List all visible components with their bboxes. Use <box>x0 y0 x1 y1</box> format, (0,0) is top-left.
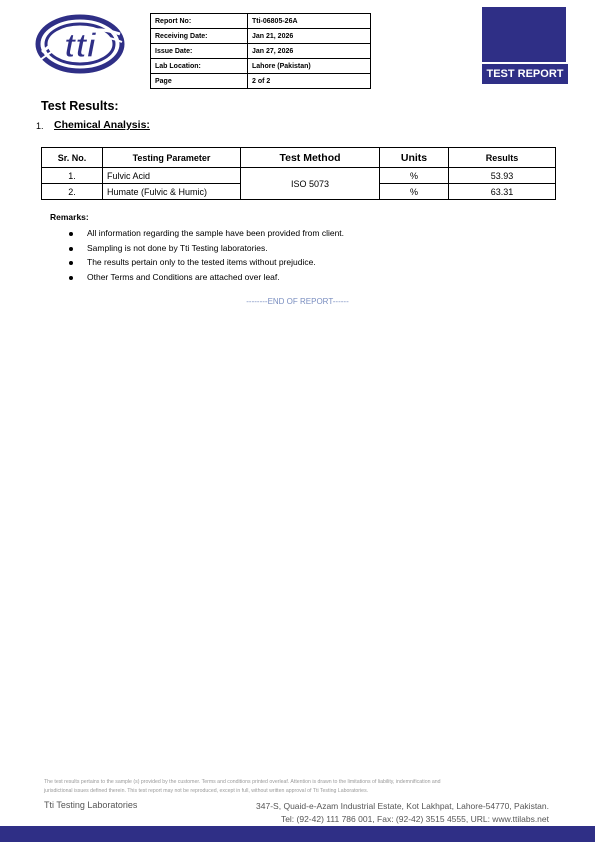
remarks-list <box>66 226 466 285</box>
footer-disclaimer <box>44 778 554 796</box>
info-row <box>151 29 371 44</box>
footer-organization: Tti Testing Laboratories <box>44 800 138 810</box>
method-cell: ISO 5073 <box>241 168 380 200</box>
remark-item: Other Terms and Conditions are attached over leaf. <box>66 270 466 285</box>
footer-bar <box>0 826 595 842</box>
report-no-value: Tti-06805-26A <box>248 14 371 29</box>
col-header-sr-no: Sr. No. <box>42 148 103 168</box>
info-row <box>151 14 371 29</box>
units-cell: % <box>380 168 449 184</box>
remark-item: Sampling is not done by Tti Testing laboratories. <box>66 241 466 256</box>
info-row <box>151 44 371 59</box>
table-row <box>42 168 556 184</box>
issue-date-value: Jan 27, 2026 <box>248 44 371 59</box>
test-report-badge: TEST REPORT <box>482 64 568 84</box>
remark-item: All information regarding the sample have been provided from client. <box>66 226 466 241</box>
page-label: Page <box>151 74 248 89</box>
col-header-parameter: Testing Parameter <box>103 148 241 168</box>
receiving-date-label: Receiving Date: <box>151 29 248 44</box>
results-heading: Test Results: <box>41 99 119 113</box>
footer-contact: Tel: (92-42) 111 786 001, Fax: (92-42) 3515 4555, URL: www.ttilabs.net <box>280 813 549 824</box>
units-cell: % <box>380 184 449 200</box>
report-no-label: Report No: <box>151 14 248 29</box>
results-table <box>41 147 556 200</box>
report-badge-block <box>482 7 566 62</box>
section-title: Chemical Analysis: <box>54 119 150 131</box>
issue-date-label: Issue Date: <box>151 44 248 59</box>
receiving-date-value: Jan 21, 2026 <box>248 29 371 44</box>
parameter-cell: Humate (Fulvic & Humic) <box>103 184 241 200</box>
sr-no-cell: 2. <box>42 184 103 200</box>
footer-address: 347-S, Quaid-e-Azam Industrial Estate, Kot Lakhpat, Lahore-54770, Pakistan. <box>256 801 549 811</box>
page-value: 2 of 2 <box>248 74 371 89</box>
result-cell: 53.93 <box>449 168 556 184</box>
info-row <box>151 74 371 89</box>
report-info-table <box>150 13 371 89</box>
disclaimer-line: The test results pertains to the sample (s) provided by the customer. Terms and conditions printed overleaf. Attention is drawn to the limitations of liability, indemnification and <box>44 779 441 785</box>
remarks-label: Remarks: <box>50 212 89 222</box>
section-number: 1. <box>36 121 44 131</box>
table-header-row <box>42 148 556 168</box>
lab-location-label: Lab Location: <box>151 59 248 74</box>
tti-logo <box>34 12 126 76</box>
remark-item: The results pertain only to the tested items without prejudice. <box>66 255 466 270</box>
sr-no-cell: 1. <box>42 168 103 184</box>
col-header-units: Units <box>380 148 449 168</box>
info-row <box>151 59 371 74</box>
parameter-cell: Fulvic Acid <box>103 168 241 184</box>
footer-address-block <box>256 800 549 825</box>
result-cell: 63.31 <box>449 184 556 200</box>
col-header-results: Results <box>449 148 556 168</box>
logo-text: tti <box>63 27 97 65</box>
col-header-method: Test Method <box>241 148 380 168</box>
disclaimer-line: jurisdictional issues defined therein. This test report may not be reproduced, except in full, without written approval of Tti Testing Laboratories. <box>44 788 369 794</box>
end-of-report-marker: --------END OF REPORT------ <box>246 297 349 306</box>
lab-location-value: Lahore (Pakistan) <box>248 59 371 74</box>
